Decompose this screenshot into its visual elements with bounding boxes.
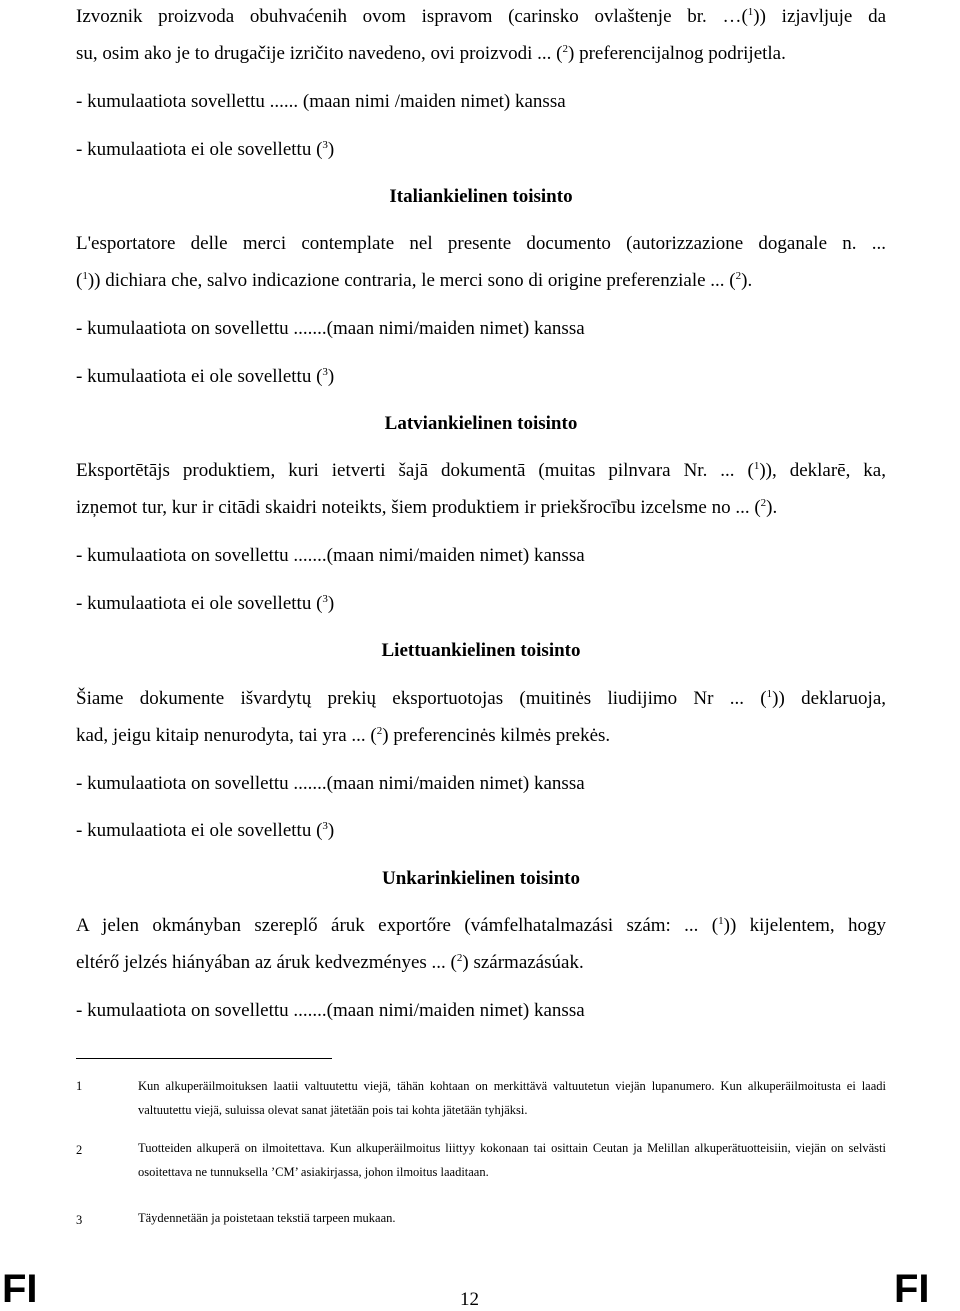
lt-cumulation-not-applied-line: - kumulaatiota ei ole sovellettu ($^3$) [76,820,335,841]
footnote-1 [76,1074,886,1124]
footnote-separator [76,1058,332,1059]
hu-declaration-line-2: eltérő jelzés hiányában az áruk kedvezményes ... ($^2$) származásúak. [76,952,584,973]
it-declaration-line-1: L'esportatore delle merci contemplate nel presente documento (autorizzazione doganale n. ... [76,233,886,254]
lt-declaration-line-1: Šiame dokumente išvardytų prekių eksportuotojas (muitinės liudijimo Nr ... ($^1$)) deklaruoja, [76,688,886,709]
lv-cumulation-applied-line: - kumulaatiota on sovellettu .......(maan nimi/maiden nimet) kanssa [76,545,585,566]
footnote-number: 1 [76,1079,83,1093]
it-cumulation-not-applied-line: - kumulaatiota ei ole sovellettu ($^3$) [76,366,335,387]
page-number: 12 [460,1289,479,1310]
hu-declaration-line-1: A jelen okmányban szereplő áruk exportőre (vámfelhatalmazási szám: ... ($^1$)) kijelentem, hogy [76,915,886,936]
footer-language-right: FI [894,1267,930,1311]
footnote-3 [76,1206,886,1232]
lithuanian-version-heading: Liettuankielinen toisinto [381,640,581,661]
footnote-text: Täydennetään ja poistetaan tekstiä tarpeen mukaan. [138,1211,396,1225]
hungarian-version-heading: Unkarinkielinen toisinto [382,868,580,889]
lv-cumulation-not-applied-line: - kumulaatiota ei ole sovellettu ($^3$) [76,593,335,614]
lv-declaration-line-2: izņemot tur, kur ir citādi skaidri noteikts, šiem produktiem ir priekšrocību izcelsme no ... ($^2$). [76,497,778,518]
cumulation-applied-line: - kumulaatiota sovellettu ...... (maan nimi /maiden nimet) kanssa [76,91,566,112]
lv-declaration-line-1: Eksportētājs produktiem, kuri ietverti šajā dokumentā (muitas pilnvara Nr. ... ($^1$)), deklarē, ka, [76,460,886,481]
it-cumulation-applied-line: - kumulaatiota on sovellettu .......(maan nimi/maiden nimet) kanssa [76,318,585,339]
latvian-version-heading: Latviankielinen toisinto [384,413,578,434]
footnote-2 [76,1136,886,1186]
hr-declaration-line-1: Izvoznik proizvoda obuhvaćenih ovom ispravom (carinsko ovlaštenje br. …($^1$)) izjavljuje da [76,6,887,27]
footnote-text: Kun alkuperäilmoituksen laatii valtuutettu viejä, tähän kohtaan on merkittävä valtuutetun viejän lupanumero. Kun alkuperäilmoitusta ei laadi valtuutettu viejä, suluissa olevat sanat jätetään pois tai kohta jätetään tyhjäksi. [138,1079,886,1117]
footer-language-left: FI [2,1267,38,1311]
it-declaration-line-2: ($^1$)) dichiara che, salvo indicazione contraria, le merci sono di origine preferenziale ... ($^2$). [76,270,753,291]
cumulation-not-applied-line: - kumulaatiota ei ole sovellettu ($^3$) [76,139,335,160]
footnote-text: Tuotteiden alkuperä on ilmoitettava. Kun alkuperäilmoitus liittyy kokonaan tai osittain Ceutan ja Melillan alkuperätuotteisiin, viejän on selvästi osoitettava ne tunnuksella ’CM’ asiakirjassa, johon ilmoitus laaditaan. [138,1141,886,1179]
lt-declaration-line-2: kad, jeigu kitaip nenurodyta, tai yra ... ($^2$) preferencinės kilmės prekės. [76,725,611,746]
hu-cumulation-applied-line: - kumulaatiota on sovellettu .......(maan nimi/maiden nimet) kanssa [76,1000,585,1021]
italian-version-heading: Italiankielinen toisinto [389,186,573,207]
hr-declaration-line-2: su, osim ako je to drugačije izričito navedeno, ovi proizvodi ... ($^2$) preferencijalnog podrijetla. [76,43,786,64]
lt-cumulation-applied-line: - kumulaatiota on sovellettu .......(maan nimi/maiden nimet) kanssa [76,773,585,794]
footnote-number: 3 [76,1213,83,1227]
document-page [76,0,888,1310]
footnote-number: 2 [76,1143,83,1157]
